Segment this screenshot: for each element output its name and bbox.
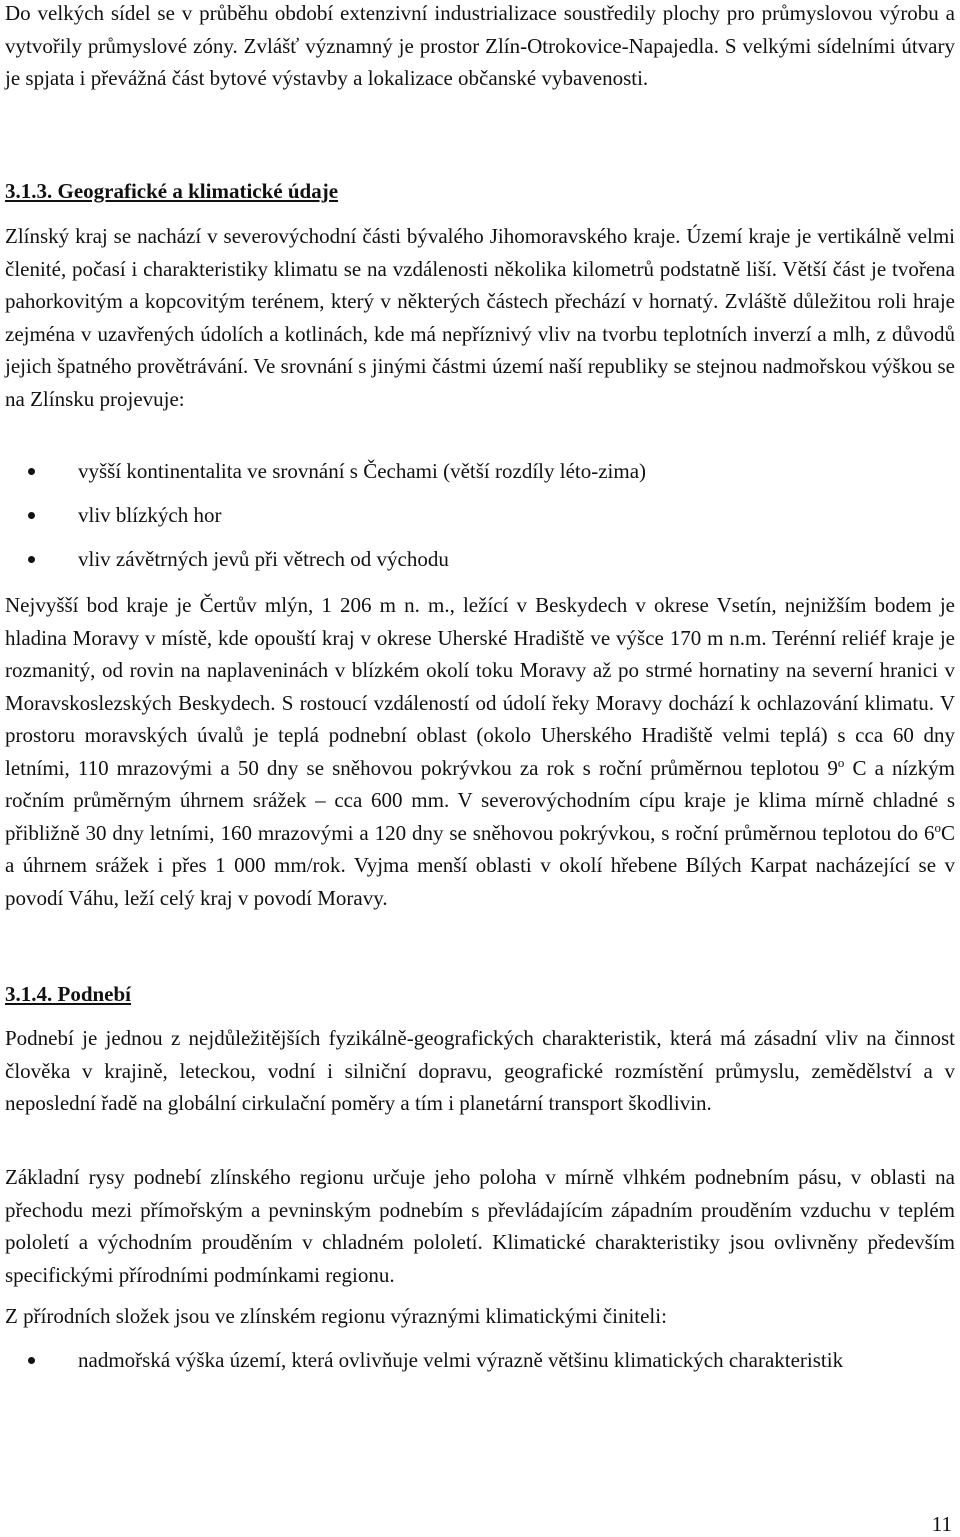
climate-factors-paragraph: Z přírodních složek jsou ve zlínském regionu výraznými klimatickými činiteli:: [5, 1304, 667, 1328]
terrain-text-part-2: C a nízkým ročním průměrným úhrnem srážek – cca 600 mm. V severovýchodním cípu kraje je klima mírně chladné s přibližně 30 dny letními, 160 mrazovými a 120 dny se sněhovou pokrývkou, s roční průměrnou teplotou do 6: [5, 755, 955, 845]
list-item-text: vliv závětrných jevů při větrech od východu: [78, 547, 449, 571]
list-item: [5, 455, 955, 499]
list-item: [5, 1344, 955, 1377]
page-number: 11: [931, 1512, 952, 1536]
list-item: [5, 543, 955, 587]
bullet-icon: [28, 1357, 35, 1364]
bullet-icon: [28, 556, 35, 563]
section-heading-climate: 3.1.4. Podnebí: [5, 982, 132, 1006]
climate-features-list: [5, 455, 955, 587]
climate-intro-paragraph: Podnebí je jednou z nejdůležitějších fyzikálně-geografických charakteristik, která má zásadní vliv na činnost člověka v krajině, leteckou, vodní i silniční dopravu, geografické rozmístění průmyslu, zemědělství a v neposlední řadě na globální cirkulační poměry a tím i planetární transport škodlivin.: [5, 1026, 955, 1115]
degree-superscript: o: [934, 819, 941, 835]
list-item-text: vliv blízkých hor: [78, 503, 222, 527]
intro-paragraph: Do velkých sídel se v průběhu období extenzivní industrializace soustředily plochy pro průmyslovou výrobu a vytvořily průmyslové zóny. Zvlášť významný je prostor Zlín-Otrokovice-Napajedla. S velkými sídelními útvary je spjata i převážná část bytové výstavby a lokalizace občanské vybavenosti.: [5, 1, 955, 90]
terrain-text-part-1: Nejvyšší bod kraje je Čertův mlýn, 1 206 m n. m., ležící v Beskydech v okrese Vsetín, nejnižším bodem je hladina Moravy v místě, kde opouští kraj v okrese Uherské Hradiště ve výšce 170 m n.m. Terénní reliéf kraje je rozmanitý, od rovin na naplaveninách v blízkém okolí toku Moravy až po strmé hornatiny na severní hranici v Moravskoslezských Beskydech. S rostoucí vzdáleností od údolí řeky Moravy dochází k ochlazování klimatu. V prostoru moravských úvalů je teplá podnební oblast (okolo Uherského Hradiště velmi teplá) s cca 60 dny letními, 110 mrazovými a 50 dny se sněhovou pokrývkou za rok s roční průměrnou teplotou 9: [5, 593, 955, 780]
degree-superscript: o: [837, 754, 845, 770]
list-item-text: nadmořská výška území, která ovlivňuje velmi výrazně většinu klimatických charakteristik: [78, 1348, 844, 1372]
terrain-paragraph: [5, 589, 955, 914]
bullet-icon: [28, 512, 35, 519]
climate-factors-list: [5, 1344, 955, 1377]
section-heading-geography: 3.1.3. Geografické a klimatické údaje: [5, 179, 339, 203]
bullet-icon: [28, 468, 35, 475]
terrain-text-part-3: C a úhrnem srážek i přes 1 000 mm/rok. Vyjma menší oblasti v okolí hřebene Bílých Karpat nacházející se v povodí Váhu, leží celý kraj v povodí Moravy.: [5, 820, 955, 910]
list-item-text: vyšší kontinentalita ve srovnání s Čechami (větší rozdíly léto-zima): [78, 459, 647, 483]
list-item: [5, 499, 955, 543]
climate-basics-paragraph: Základní rysy podnebí zlínského regionu určuje jeho poloha v mírně vlhkém podnebním pásu, v oblasti na přechodu mezi přímořským a pevninským podnebím s převládajícím západním prouděním vzduchu v teplém pololetí a východním prouděním v chladném pololetí. Klimatické charakteristiky jsou ovlivněny především specifickými přírodními podmínkami regionu.: [5, 1165, 955, 1287]
geography-paragraph: Zlínský kraj se nachází v severovýchodní části bývalého Jihomoravského kraje. Území kraje je vertikálně velmi členité, počasí i charakteristiky klimatu se na vzdálenosti několika kilometrů podstatně liší. Větší část je tvořena pahorkovitým a kopcovitým terénem, který v některých částech přechází v hornatý. Zvláště důležitou roli hraje zejména v uzavřených údolích a kotlinách, kde má nepříznivý vliv na tvorbu teplotních inverzí a mlh, z důvodů jejich špatného provětrávání. Ve srovnání s jinými částmi území naší republiky se stejnou nadmořskou výškou se na Zlínsku projevuje:: [5, 224, 955, 411]
